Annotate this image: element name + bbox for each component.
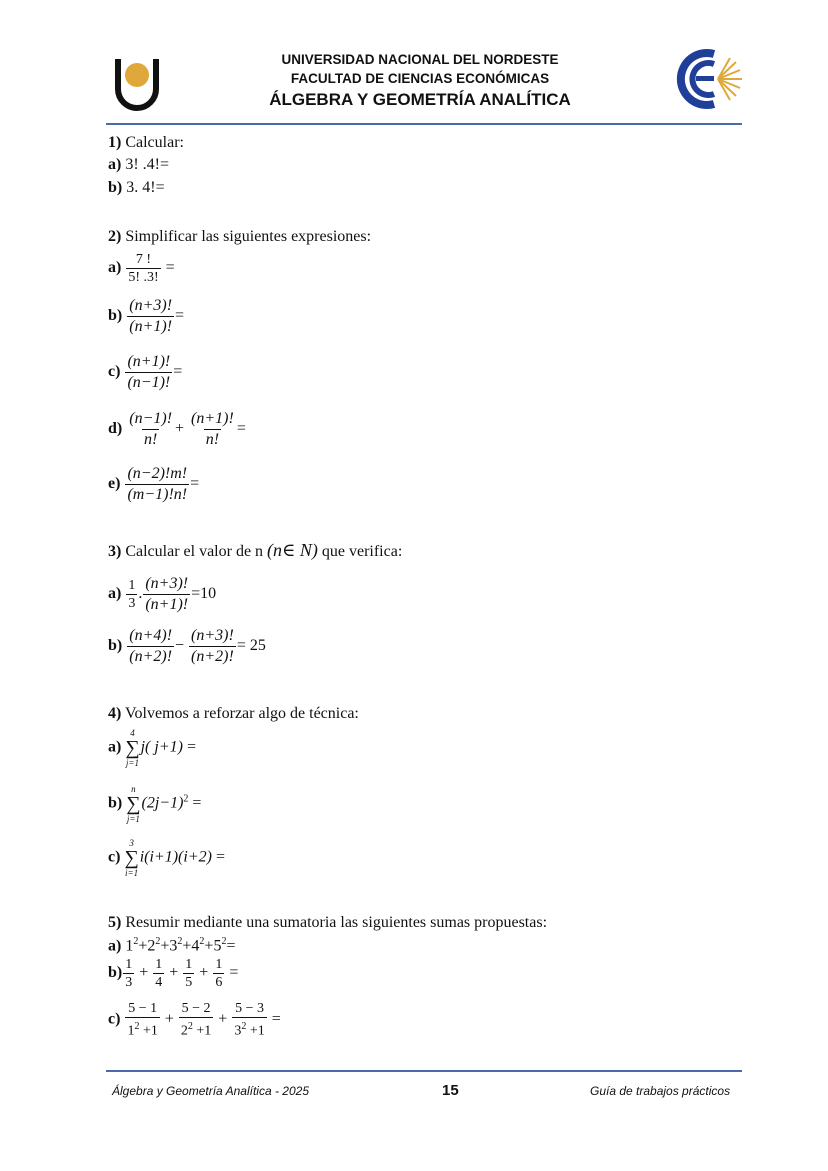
- item-label: c): [108, 1010, 121, 1028]
- item-label: e): [108, 475, 121, 493]
- sum-expression: j( j+1): [140, 738, 183, 756]
- ex3-number: 3): [108, 543, 122, 560]
- fraction: $\frac{(n+3)!}{(n+1)!}$: [145, 575, 189, 613]
- ex4-item-b: b) n ∑ j=1 $(2j-1)^2$ =: [108, 784, 202, 824]
- fraction: $\frac{5 - 1}{1^2 +1}$: [127, 1001, 158, 1039]
- ex5-item-b: b) $\frac{1}{3}$ + $\frac{1}{4}$ + $\frac{1}{5}$ + $\frac{1}{6}$ =: [108, 957, 239, 990]
- summation: 3 ∑ i=1: [124, 838, 139, 878]
- ex4-item-c: c) 3 ∑ i=1 i(i+1)(i+2) =: [108, 838, 225, 878]
- footer-guide: Guía de trabajos prácticos: [590, 1084, 731, 1098]
- ex5-title: [108, 914, 547, 932]
- ex1-title-text: Calcular:: [125, 134, 184, 151]
- rhs-value: 10: [200, 585, 217, 603]
- ex1-number: 1): [108, 134, 122, 151]
- page-number: 15: [442, 1082, 459, 1099]
- item-expression: 3! .4!=: [125, 156, 170, 173]
- ex1-title: [108, 134, 184, 152]
- ex5-item-a: a) $1^2+2^2+3^2+4^2+5^2=$: [108, 936, 236, 955]
- faculty-name: FACULTAD DE CIENCIAS ECONÓMICAS: [290, 71, 550, 86]
- ex1-item-b: [108, 179, 165, 197]
- ex4-title: [108, 705, 359, 723]
- rhs-value: 25: [249, 637, 266, 655]
- page-header: [0, 0, 828, 128]
- fraction: $\frac{7 !}{5! .3!}$: [128, 252, 159, 285]
- ex2-number: 2): [108, 228, 122, 245]
- fraction: $\frac{1}{3}$: [128, 578, 136, 611]
- fraction: $\frac{1}{6}$: [215, 957, 223, 990]
- item-expression: 3. 4!=: [126, 179, 165, 196]
- ex2-item-e: e) $\frac{(n-2)!m!}{(m-1)!n!}$ =: [108, 465, 200, 503]
- ex3-title-text: Calcular el valor de n: [125, 543, 264, 560]
- ex4-title-text: Volvemos a reforzar algo de técnica:: [125, 705, 359, 722]
- footer-course: Álgebra y Geometría Analítica - 2025: [112, 1084, 309, 1098]
- fraction: $\frac{(n+3)!}{(n+2)!}$: [191, 627, 234, 665]
- item-label: c): [108, 363, 121, 381]
- unne-logo-icon: [112, 55, 162, 115]
- item-label: d): [108, 420, 123, 438]
- header-rule: [106, 123, 742, 125]
- fraction: $\frac{(n-1)!}{n!}$: [129, 410, 173, 448]
- footer-rule: [106, 1070, 742, 1072]
- ex4-item-a: a) 4 ∑ j=1 j( j+1) =: [108, 728, 196, 768]
- ex4-number: 4): [108, 705, 122, 722]
- item-label: b): [108, 794, 123, 812]
- item-label: b): [108, 964, 123, 982]
- header-titles: [250, 50, 590, 112]
- ex2-item-b: b) $\frac{(n+3)!}{(n+1)!}$ =: [108, 297, 185, 335]
- ex1-item-a: [108, 156, 169, 174]
- fraction: $\frac{(n-2)!m!}{(m-1)!n!}$: [127, 465, 188, 503]
- item-label: a): [108, 585, 122, 603]
- fraction: $\frac{5 - 3}{3^2 +1}$: [234, 1001, 265, 1039]
- summation: 4 ∑ j=1: [125, 728, 140, 768]
- ex2-title-text: Simplificar las siguientes expresiones:: [125, 228, 372, 245]
- sum-expression: i(i+1)(i+2): [139, 848, 212, 866]
- item-label: b): [108, 637, 123, 655]
- ex2-title: [108, 228, 371, 246]
- ex5-title-text: Resumir mediante una sumatoria las siguientes sumas propuestas:: [125, 914, 548, 931]
- fce-logo-icon: [674, 46, 746, 110]
- item-label: a): [108, 156, 122, 173]
- ex5-number: 5): [108, 914, 122, 931]
- course-title: ÁLGEBRA Y GEOMETRÍA ANALÍTICA: [269, 90, 571, 109]
- item-label: a): [108, 259, 122, 277]
- fraction: $\frac{(n+4)!}{(n+2)!}$: [129, 627, 173, 665]
- fraction: $\frac{1}{3}$: [125, 957, 133, 990]
- ex2-item-a: a) $\frac{7 !}{5! .3!}$ =: [108, 252, 175, 285]
- item-label: a): [108, 738, 122, 756]
- ex3-title-end: que verifica:: [321, 543, 403, 560]
- fraction: $\frac{(n+1)!}{n!}$: [191, 410, 234, 448]
- ex2-item-d: d) $\frac{(n-1)!}{n!}$ + $\frac{(n+1)!}{n!}$ =: [108, 410, 246, 448]
- ex3-title: [108, 540, 402, 561]
- fraction: $\frac{1}{4}$: [155, 957, 163, 990]
- fraction: $\frac{5 - 2}{2^2 +1}$: [180, 1001, 212, 1039]
- fraction: $\frac{(n+1)!}{(n-1)!}$: [127, 353, 171, 391]
- item-label: b): [108, 179, 123, 196]
- item-label: c): [108, 848, 121, 866]
- ex3-condition: (n∈ N): [267, 540, 318, 560]
- fraction: $\frac{(n+3)!}{(n+1)!}$: [129, 297, 173, 335]
- ex3-item-a: a) $\frac{1}{3}$ . $\frac{(n+3)!}{(n+1)!}$ =10: [108, 575, 217, 613]
- university-name: UNIVERSIDAD NACIONAL DEL NORDESTE: [281, 52, 559, 67]
- item-label: a): [108, 937, 122, 955]
- item-label: b): [108, 307, 123, 325]
- ex3-item-b: b) $\frac{(n+4)!}{(n+2)!}$ − $\frac{(n+3)!}{(n+2)!}$ = 25: [108, 627, 266, 665]
- ex2-item-c: c) $\frac{(n+1)!}{(n-1)!}$ =: [108, 353, 183, 391]
- fraction: $\frac{1}{5}$: [185, 957, 193, 990]
- sum-expression: (2j−1): [141, 794, 184, 812]
- summation: n ∑ j=1: [126, 784, 141, 824]
- ex5-item-c: c) $\frac{5 - 1}{1^2 +1}$ + $\frac{5 - 2}{2^2 +1}$ + $\frac{5 - 3}{3^2 +1}$ =: [108, 1001, 281, 1039]
